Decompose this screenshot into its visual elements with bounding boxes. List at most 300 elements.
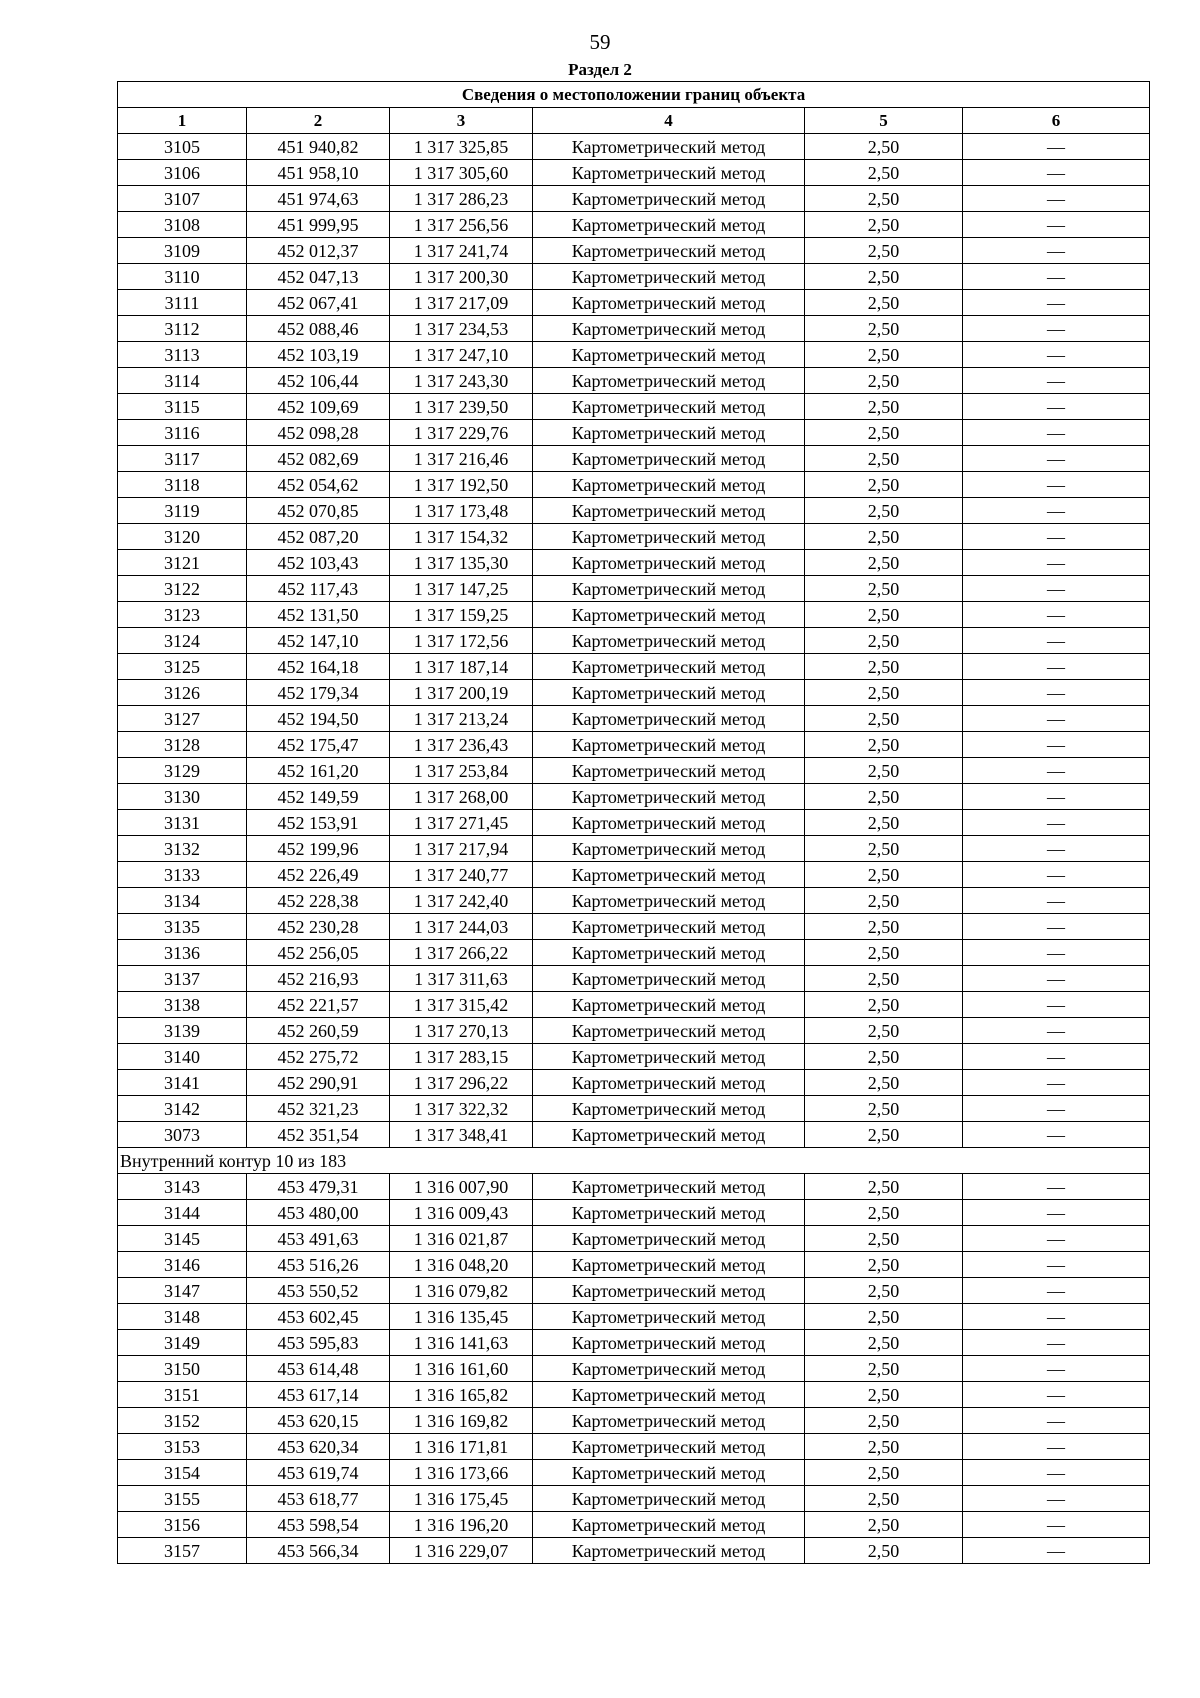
table-row	[118, 758, 1150, 784]
column-header: 6	[963, 108, 1150, 134]
coordinate-x-cell: 452 226,49	[247, 862, 390, 888]
table-row	[118, 420, 1150, 446]
method-cell: Картометрический метод	[533, 732, 805, 758]
coordinate-x-cell: 452 256,05	[247, 940, 390, 966]
table-row	[118, 706, 1150, 732]
method-cell: Картометрический метод	[533, 1382, 805, 1408]
point-number-cell: 3147	[118, 1278, 247, 1304]
method-cell: Картометрический метод	[533, 420, 805, 446]
table-row	[118, 1096, 1150, 1122]
section-title: Раздел 2	[568, 60, 632, 79]
method-cell: Картометрический метод	[533, 966, 805, 992]
coordinate-y-cell: 1 316 165,82	[390, 1382, 533, 1408]
description-cell: —	[963, 498, 1150, 524]
description-cell: —	[963, 160, 1150, 186]
table-row	[118, 836, 1150, 862]
method-cell: Картометрический метод	[533, 836, 805, 862]
precision-cell: 2,50	[805, 706, 963, 732]
table-row	[118, 1044, 1150, 1070]
point-number-cell: 3119	[118, 498, 247, 524]
point-number-cell: 3146	[118, 1252, 247, 1278]
coordinate-x-cell: 452 147,10	[247, 628, 390, 654]
table-row	[118, 498, 1150, 524]
coordinate-x-cell: 452 012,37	[247, 238, 390, 264]
coordinate-x-cell: 453 595,83	[247, 1330, 390, 1356]
precision-cell: 2,50	[805, 602, 963, 628]
coordinate-y-cell: 1 316 141,63	[390, 1330, 533, 1356]
coordinate-x-cell: 452 054,62	[247, 472, 390, 498]
table-row	[118, 1070, 1150, 1096]
coordinate-x-cell: 452 153,91	[247, 810, 390, 836]
coordinate-y-cell: 1 317 268,00	[390, 784, 533, 810]
coordinate-y-cell: 1 317 322,32	[390, 1096, 533, 1122]
method-cell: Картометрический метод	[533, 290, 805, 316]
method-cell: Картометрический метод	[533, 576, 805, 602]
coordinate-x-cell: 453 614,48	[247, 1356, 390, 1382]
coordinate-y-cell: 1 316 161,60	[390, 1356, 533, 1382]
table-row	[118, 290, 1150, 316]
table-row	[118, 472, 1150, 498]
point-number-cell: 3145	[118, 1226, 247, 1252]
coordinate-y-cell: 1 316 173,66	[390, 1460, 533, 1486]
method-cell: Картометрический метод	[533, 472, 805, 498]
point-number-cell: 3112	[118, 316, 247, 342]
description-cell: —	[963, 342, 1150, 368]
description-cell: —	[963, 238, 1150, 264]
coordinate-x-cell: 451 958,10	[247, 160, 390, 186]
coordinate-x-cell: 452 098,28	[247, 420, 390, 446]
coordinate-x-cell: 453 602,45	[247, 1304, 390, 1330]
description-cell: —	[963, 290, 1150, 316]
point-number-cell: 3140	[118, 1044, 247, 1070]
method-cell: Картометрический метод	[533, 940, 805, 966]
outer-contour-rows	[118, 134, 1150, 1148]
table-row	[118, 1018, 1150, 1044]
description-cell: —	[963, 1252, 1150, 1278]
coordinate-x-cell: 451 974,63	[247, 186, 390, 212]
method-cell: Картометрический метод	[533, 1330, 805, 1356]
method-cell: Картометрический метод	[533, 784, 805, 810]
table-row	[118, 810, 1150, 836]
coordinate-y-cell: 1 316 229,07	[390, 1538, 533, 1564]
precision-cell: 2,50	[805, 758, 963, 784]
precision-cell: 2,50	[805, 784, 963, 810]
point-number-cell: 3113	[118, 342, 247, 368]
coordinate-x-cell: 452 109,69	[247, 394, 390, 420]
point-number-cell: 3123	[118, 602, 247, 628]
method-cell: Картометрический метод	[533, 1018, 805, 1044]
coordinate-y-cell: 1 317 244,03	[390, 914, 533, 940]
description-cell: —	[963, 1304, 1150, 1330]
coordinate-y-cell: 1 317 172,56	[390, 628, 533, 654]
point-number-cell: 3151	[118, 1382, 247, 1408]
precision-cell: 2,50	[805, 628, 963, 654]
coordinate-x-cell: 452 260,59	[247, 1018, 390, 1044]
coordinate-y-cell: 1 317 241,74	[390, 238, 533, 264]
precision-cell: 2,50	[805, 966, 963, 992]
coordinate-y-cell: 1 317 200,19	[390, 680, 533, 706]
point-number-cell: 3114	[118, 368, 247, 394]
precision-cell: 2,50	[805, 446, 963, 472]
precision-cell: 2,50	[805, 680, 963, 706]
table-row	[118, 680, 1150, 706]
coordinate-x-cell: 453 550,52	[247, 1278, 390, 1304]
table-row	[118, 1122, 1150, 1148]
description-cell: —	[963, 1382, 1150, 1408]
description-cell: —	[963, 1044, 1150, 1070]
coordinate-x-cell: 452 082,69	[247, 446, 390, 472]
table-row	[118, 446, 1150, 472]
description-cell: —	[963, 680, 1150, 706]
coordinate-y-cell: 1 316 196,20	[390, 1512, 533, 1538]
coordinate-y-cell: 1 316 048,20	[390, 1252, 533, 1278]
table-row	[118, 1252, 1150, 1278]
point-number-cell: 3148	[118, 1304, 247, 1330]
coordinate-y-cell: 1 317 266,22	[390, 940, 533, 966]
coordinate-x-cell: 452 221,57	[247, 992, 390, 1018]
method-cell: Картометрический метод	[533, 1434, 805, 1460]
coordinate-x-cell: 452 106,44	[247, 368, 390, 394]
precision-cell: 2,50	[805, 1070, 963, 1096]
coordinate-x-cell: 452 179,34	[247, 680, 390, 706]
description-cell: —	[963, 1096, 1150, 1122]
coordinate-x-cell: 453 620,15	[247, 1408, 390, 1434]
point-number-cell: 3131	[118, 810, 247, 836]
coordinate-x-cell: 452 047,13	[247, 264, 390, 290]
method-cell: Картометрический метод	[533, 1174, 805, 1200]
coordinate-x-cell: 453 619,74	[247, 1460, 390, 1486]
precision-cell: 2,50	[805, 1486, 963, 1512]
table-row	[118, 1538, 1150, 1564]
coordinate-x-cell: 452 230,28	[247, 914, 390, 940]
precision-cell: 2,50	[805, 498, 963, 524]
description-cell: —	[963, 888, 1150, 914]
point-number-cell: 3136	[118, 940, 247, 966]
description-cell: —	[963, 1538, 1150, 1564]
point-number-cell: 3122	[118, 576, 247, 602]
precision-cell: 2,50	[805, 1278, 963, 1304]
coordinate-x-cell: 453 480,00	[247, 1200, 390, 1226]
coordinate-x-cell: 452 103,43	[247, 550, 390, 576]
table-row	[118, 394, 1150, 420]
table-row	[118, 316, 1150, 342]
precision-cell: 2,50	[805, 732, 963, 758]
point-number-cell: 3134	[118, 888, 247, 914]
precision-cell: 2,50	[805, 186, 963, 212]
point-number-cell: 3117	[118, 446, 247, 472]
precision-cell: 2,50	[805, 654, 963, 680]
point-number-cell: 3132	[118, 836, 247, 862]
coordinate-y-cell: 1 317 296,22	[390, 1070, 533, 1096]
table-row	[118, 186, 1150, 212]
description-cell: —	[963, 394, 1150, 420]
precision-cell: 2,50	[805, 1382, 963, 1408]
table-row	[118, 784, 1150, 810]
table-row	[118, 1460, 1150, 1486]
method-cell: Картометрический метод	[533, 550, 805, 576]
point-number-cell: 3139	[118, 1018, 247, 1044]
coordinate-y-cell: 1 317 242,40	[390, 888, 533, 914]
description-cell: —	[963, 316, 1150, 342]
method-cell: Картометрический метод	[533, 888, 805, 914]
coordinate-x-cell: 452 164,18	[247, 654, 390, 680]
page-number: 59	[589, 30, 611, 54]
precision-cell: 2,50	[805, 888, 963, 914]
table-row	[118, 212, 1150, 238]
precision-cell: 2,50	[805, 394, 963, 420]
coordinate-y-cell: 1 316 171,81	[390, 1434, 533, 1460]
coordinate-y-cell: 1 316 135,45	[390, 1304, 533, 1330]
point-number-cell: 3118	[118, 472, 247, 498]
method-cell: Картометрический метод	[533, 602, 805, 628]
description-cell: —	[963, 706, 1150, 732]
point-number-cell: 3152	[118, 1408, 247, 1434]
coordinate-y-cell: 1 317 311,63	[390, 966, 533, 992]
method-cell: Картометрический метод	[533, 1200, 805, 1226]
point-number-cell: 3153	[118, 1434, 247, 1460]
method-cell: Картометрический метод	[533, 706, 805, 732]
description-cell: —	[963, 810, 1150, 836]
description-cell: —	[963, 1460, 1150, 1486]
precision-cell: 2,50	[805, 1460, 963, 1486]
precision-cell: 2,50	[805, 1252, 963, 1278]
description-cell: —	[963, 1408, 1150, 1434]
coordinate-y-cell: 1 316 021,87	[390, 1226, 533, 1252]
description-cell: —	[963, 446, 1150, 472]
contour-label: Внутренний контур 10 из 183	[118, 1148, 1150, 1174]
table-row	[118, 992, 1150, 1018]
description-cell: —	[963, 758, 1150, 784]
coordinate-y-cell: 1 317 270,13	[390, 1018, 533, 1044]
coordinate-y-cell: 1 317 187,14	[390, 654, 533, 680]
table-row	[118, 134, 1150, 160]
table-row	[118, 914, 1150, 940]
table-row	[118, 602, 1150, 628]
description-cell: —	[963, 1018, 1150, 1044]
precision-cell: 2,50	[805, 264, 963, 290]
table-row	[118, 862, 1150, 888]
precision-cell: 2,50	[805, 1122, 963, 1148]
description-cell: —	[963, 576, 1150, 602]
coordinate-y-cell: 1 317 236,43	[390, 732, 533, 758]
method-cell: Картометрический метод	[533, 1408, 805, 1434]
coordinate-y-cell: 1 317 217,09	[390, 290, 533, 316]
table-row	[118, 576, 1150, 602]
description-cell: —	[963, 732, 1150, 758]
coordinate-y-cell: 1 317 200,30	[390, 264, 533, 290]
method-cell: Картометрический метод	[533, 654, 805, 680]
description-cell: —	[963, 1512, 1150, 1538]
method-cell: Картометрический метод	[533, 1304, 805, 1330]
precision-cell: 2,50	[805, 1304, 963, 1330]
precision-cell: 2,50	[805, 1538, 963, 1564]
table-row	[118, 368, 1150, 394]
table-row	[118, 628, 1150, 654]
precision-cell: 2,50	[805, 238, 963, 264]
point-number-cell: 3130	[118, 784, 247, 810]
coordinate-y-cell: 1 317 229,76	[390, 420, 533, 446]
precision-cell: 2,50	[805, 212, 963, 238]
precision-cell: 2,50	[805, 1018, 963, 1044]
description-cell: —	[963, 992, 1150, 1018]
table-row	[118, 1174, 1150, 1200]
coordinate-x-cell: 452 070,85	[247, 498, 390, 524]
description-cell: —	[963, 940, 1150, 966]
coordinate-x-cell: 452 149,59	[247, 784, 390, 810]
point-number-cell: 3073	[118, 1122, 247, 1148]
precision-cell: 2,50	[805, 992, 963, 1018]
method-cell: Картометрический метод	[533, 134, 805, 160]
coordinate-x-cell: 452 117,43	[247, 576, 390, 602]
column-header: 2	[247, 108, 390, 134]
coordinate-x-cell: 451 999,95	[247, 212, 390, 238]
point-number-cell: 3138	[118, 992, 247, 1018]
description-cell: —	[963, 1330, 1150, 1356]
precision-cell: 2,50	[805, 1434, 963, 1460]
precision-cell: 2,50	[805, 1200, 963, 1226]
description-cell: —	[963, 420, 1150, 446]
coordinate-y-cell: 1 317 135,30	[390, 550, 533, 576]
coordinate-x-cell: 453 598,54	[247, 1512, 390, 1538]
description-cell: —	[963, 368, 1150, 394]
point-number-cell: 3124	[118, 628, 247, 654]
coordinate-y-cell: 1 317 247,10	[390, 342, 533, 368]
coordinate-x-cell: 452 321,23	[247, 1096, 390, 1122]
precision-cell: 2,50	[805, 1330, 963, 1356]
coordinate-y-cell: 1 317 286,23	[390, 186, 533, 212]
method-cell: Картометрический метод	[533, 1538, 805, 1564]
coordinate-x-cell: 453 617,14	[247, 1382, 390, 1408]
method-cell: Картометрический метод	[533, 992, 805, 1018]
description-cell: —	[963, 628, 1150, 654]
coordinate-x-cell: 452 067,41	[247, 290, 390, 316]
coordinate-y-cell: 1 317 240,77	[390, 862, 533, 888]
coordinate-y-cell: 1 317 243,30	[390, 368, 533, 394]
description-cell: —	[963, 212, 1150, 238]
method-cell: Картометрический метод	[533, 316, 805, 342]
precision-cell: 2,50	[805, 160, 963, 186]
table-row	[118, 238, 1150, 264]
precision-cell: 2,50	[805, 290, 963, 316]
method-cell: Картометрический метод	[533, 1512, 805, 1538]
method-cell: Картометрический метод	[533, 1096, 805, 1122]
coordinate-y-cell: 1 317 192,50	[390, 472, 533, 498]
point-number-cell: 3125	[118, 654, 247, 680]
point-number-cell: 3154	[118, 1460, 247, 1486]
column-header: 1	[118, 108, 247, 134]
table-row	[118, 1304, 1150, 1330]
table-row	[118, 524, 1150, 550]
precision-cell: 2,50	[805, 576, 963, 602]
description-cell: —	[963, 966, 1150, 992]
table-row	[118, 1200, 1150, 1226]
coordinate-y-cell: 1 317 147,25	[390, 576, 533, 602]
method-cell: Картометрический метод	[533, 394, 805, 420]
point-number-cell: 3142	[118, 1096, 247, 1122]
coordinate-x-cell: 453 516,26	[247, 1252, 390, 1278]
description-cell: —	[963, 1174, 1150, 1200]
table-row	[118, 160, 1150, 186]
table-row	[118, 1512, 1150, 1538]
description-cell: —	[963, 1486, 1150, 1512]
table-row	[118, 1278, 1150, 1304]
precision-cell: 2,50	[805, 342, 963, 368]
method-cell: Картометрический метод	[533, 1278, 805, 1304]
table-row	[118, 940, 1150, 966]
method-cell: Картометрический метод	[533, 680, 805, 706]
precision-cell: 2,50	[805, 134, 963, 160]
point-number-cell: 3156	[118, 1512, 247, 1538]
coordinate-y-cell: 1 317 213,24	[390, 706, 533, 732]
point-number-cell: 3106	[118, 160, 247, 186]
table-row	[118, 264, 1150, 290]
description-cell: —	[963, 602, 1150, 628]
precision-cell: 2,50	[805, 550, 963, 576]
method-cell: Картометрический метод	[533, 212, 805, 238]
coordinate-x-cell: 452 290,91	[247, 1070, 390, 1096]
precision-cell: 2,50	[805, 914, 963, 940]
description-cell: —	[963, 862, 1150, 888]
method-cell: Картометрический метод	[533, 368, 805, 394]
precision-cell: 2,50	[805, 940, 963, 966]
precision-cell: 2,50	[805, 1174, 963, 1200]
point-number-cell: 3144	[118, 1200, 247, 1226]
coordinate-y-cell: 1 317 253,84	[390, 758, 533, 784]
inner-contour-rows	[118, 1174, 1150, 1564]
point-number-cell: 3137	[118, 966, 247, 992]
coordinate-y-cell: 1 317 283,15	[390, 1044, 533, 1070]
method-cell: Картометрический метод	[533, 914, 805, 940]
coordinate-y-cell: 1 317 325,85	[390, 134, 533, 160]
coordinate-x-cell: 453 620,34	[247, 1434, 390, 1460]
table-row	[118, 1408, 1150, 1434]
table-row	[118, 342, 1150, 368]
description-cell: —	[963, 186, 1150, 212]
description-cell: —	[963, 472, 1150, 498]
coordinate-y-cell: 1 317 305,60	[390, 160, 533, 186]
coordinate-x-cell: 453 618,77	[247, 1486, 390, 1512]
method-cell: Картометрический метод	[533, 1356, 805, 1382]
table-row	[118, 1486, 1150, 1512]
method-cell: Картометрический метод	[533, 186, 805, 212]
method-cell: Картометрический метод	[533, 1044, 805, 1070]
coordinate-x-cell: 452 103,19	[247, 342, 390, 368]
coordinate-x-cell: 452 228,38	[247, 888, 390, 914]
method-cell: Картометрический метод	[533, 628, 805, 654]
precision-cell: 2,50	[805, 836, 963, 862]
description-cell: —	[963, 134, 1150, 160]
table-row	[118, 1330, 1150, 1356]
contour-label-row	[118, 1148, 1150, 1174]
coordinate-y-cell: 1 317 159,25	[390, 602, 533, 628]
coordinate-y-cell: 1 317 271,45	[390, 810, 533, 836]
description-cell: —	[963, 524, 1150, 550]
coordinate-x-cell: 452 216,93	[247, 966, 390, 992]
method-cell: Картометрический метод	[533, 1070, 805, 1096]
description-cell: —	[963, 784, 1150, 810]
coordinate-x-cell: 452 199,96	[247, 836, 390, 862]
method-cell: Картометрический метод	[533, 342, 805, 368]
description-cell: —	[963, 914, 1150, 940]
point-number-cell: 3127	[118, 706, 247, 732]
coordinate-x-cell: 452 351,54	[247, 1122, 390, 1148]
method-cell: Картометрический метод	[533, 524, 805, 550]
column-header-row	[118, 108, 1150, 134]
coordinate-x-cell: 452 275,72	[247, 1044, 390, 1070]
precision-cell: 2,50	[805, 1226, 963, 1252]
point-number-cell: 3110	[118, 264, 247, 290]
column-header: 4	[533, 108, 805, 134]
